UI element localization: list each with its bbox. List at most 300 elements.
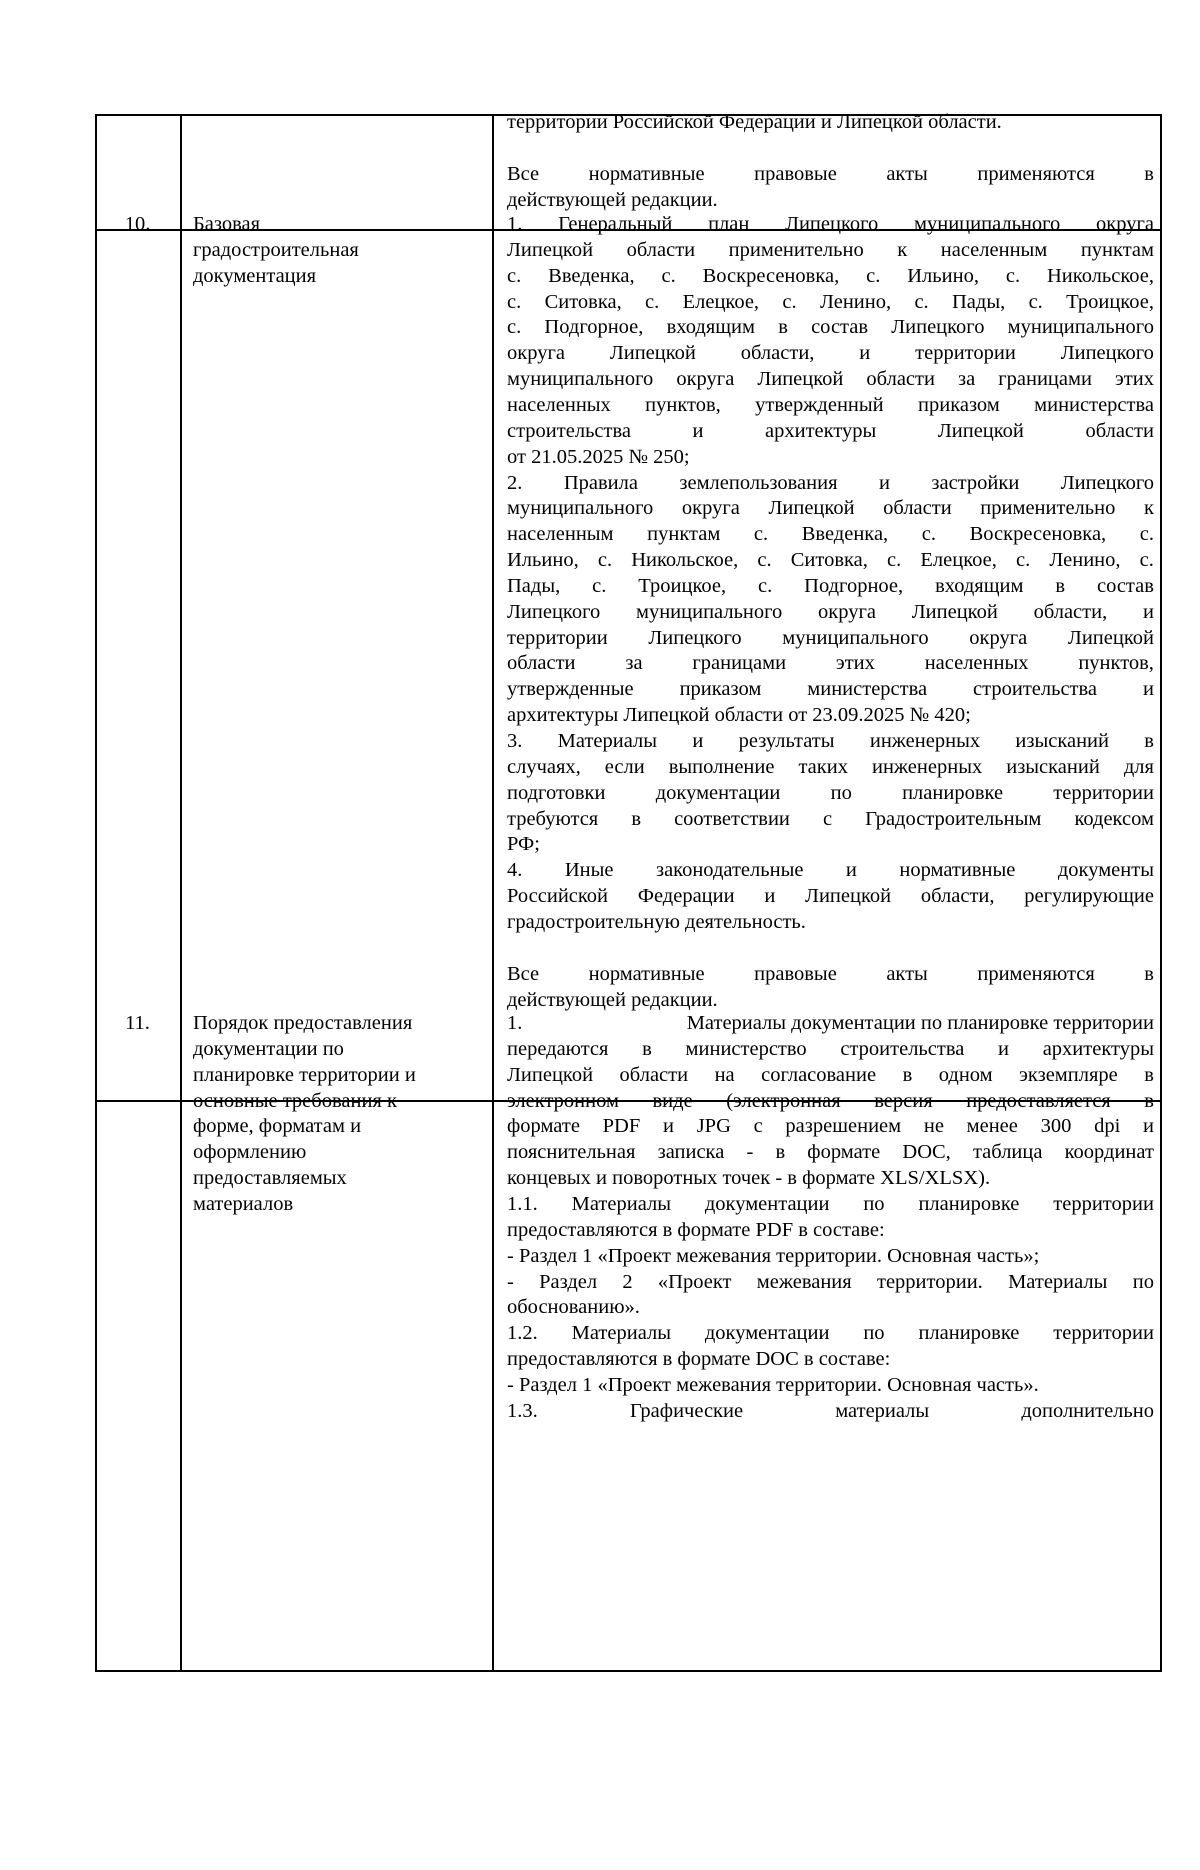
content-word: координат — [1064, 1141, 1154, 1164]
content-word: DOC, — [902, 1141, 951, 1164]
content-word: с. — [1139, 549, 1154, 572]
content-word: с. — [914, 290, 929, 313]
content-word: - — [507, 1270, 514, 1293]
content-line — [507, 160, 1154, 188]
content-line — [507, 520, 1154, 548]
content-word: если — [604, 755, 645, 778]
content-line — [507, 1112, 1154, 1140]
content-word: с. — [1005, 264, 1021, 287]
content-word: в — [1055, 574, 1066, 597]
content-line — [507, 1138, 1154, 1166]
content-word: формате — [507, 1115, 580, 1138]
content-word: формате — [807, 1141, 881, 1164]
content-word: министерства — [1034, 393, 1154, 416]
content-word: пунктов, — [645, 393, 721, 416]
content-word: требуются — [507, 807, 599, 830]
content-word: правовые — [754, 162, 837, 185]
content-word: и — [692, 730, 704, 752]
content-line — [507, 1190, 1154, 1218]
content-word: области — [883, 497, 952, 520]
content-word: Липецкой — [609, 342, 696, 365]
table-border-col-2 — [492, 114, 494, 1671]
content-word: в — [631, 807, 641, 830]
content-word: Материалы — [1008, 1270, 1108, 1293]
table-border-bottom — [95, 1670, 1162, 1672]
row-title-line: документация — [193, 264, 317, 287]
content-word: приказом — [679, 678, 762, 701]
content-line: обоснованию». — [507, 1296, 640, 1319]
content-word: документации — [704, 1192, 830, 1215]
content-word: населенным — [940, 238, 1048, 261]
content-word: материалы — [835, 1399, 930, 1422]
content-word: Пады, — [507, 574, 561, 597]
content-line — [507, 210, 1154, 238]
content-line: концевых и поворотных точек - в формате XLS/XLSX). — [507, 1167, 991, 1190]
content-word: с. — [887, 549, 902, 572]
content-word: округа — [969, 626, 1028, 649]
content-word: населенных — [507, 393, 611, 416]
content-word: и — [998, 1037, 1010, 1060]
content-word: и — [1142, 600, 1154, 623]
content-word: план — [708, 213, 750, 235]
content-word: с. — [757, 549, 772, 572]
content-word: населенным — [507, 523, 614, 546]
content-word: Ленино, — [1049, 549, 1121, 572]
content-line — [507, 494, 1154, 522]
content-word: входящим — [935, 574, 1024, 597]
content-word: Липецкого — [1060, 342, 1154, 365]
content-word: муниципального — [507, 368, 654, 391]
content-word: в — [778, 316, 788, 339]
content-word: 1.3. — [507, 1399, 538, 1422]
content-word: Генеральный — [558, 213, 673, 235]
content-word: 1.1. — [507, 1192, 538, 1215]
content-line — [507, 1397, 1154, 1425]
content-word: 1. — [507, 1012, 523, 1034]
content-word: нормативные — [588, 962, 705, 985]
content-word: в — [902, 1063, 913, 1086]
content-word: с. — [758, 574, 773, 597]
content-word: Подгорное, — [804, 574, 904, 597]
content-word: Раздел — [539, 1270, 598, 1293]
content-word: Липецкого — [648, 626, 742, 649]
content-word: Российской — [507, 885, 609, 908]
content-line: действующей редакции. — [507, 988, 718, 1011]
content-word: этих — [1114, 368, 1154, 391]
content-line — [507, 675, 1154, 703]
row-title-line: Порядок предоставления — [193, 1012, 413, 1034]
content-word: кодексом — [1074, 807, 1154, 830]
content-word: министерство — [685, 1037, 807, 1060]
content-word: Все — [507, 962, 540, 985]
content-word: соответствии — [674, 807, 790, 830]
content-word: и — [692, 419, 704, 442]
content-word: применительно — [728, 238, 864, 261]
content-word: в — [642, 1037, 652, 1060]
content-word: по — [830, 781, 852, 804]
content-word: записка — [657, 1141, 725, 1164]
content-line — [507, 1087, 1154, 1115]
content-word: Материалы — [557, 730, 658, 752]
content-word: Иные — [564, 859, 614, 882]
content-word: с. — [866, 264, 881, 287]
content-line — [507, 727, 1154, 755]
content-word: состав — [1096, 574, 1154, 597]
content-word: Все — [507, 162, 540, 185]
content-word: предоставляется — [966, 1089, 1111, 1112]
content-word: муниципального — [914, 213, 1061, 235]
content-word: Графические — [629, 1399, 744, 1422]
content-word: Липецкого — [1060, 471, 1154, 494]
content-word: для — [1123, 755, 1154, 778]
content-word: 300 — [1040, 1115, 1072, 1138]
content-word: и — [1142, 678, 1154, 701]
content-word: на — [714, 1063, 735, 1086]
content-word: PDF — [602, 1115, 641, 1138]
content-line: РФ; — [507, 833, 540, 856]
content-word: архитектуры — [765, 419, 877, 442]
content-word: Липецкой — [768, 497, 855, 520]
content-word: результаты — [738, 730, 835, 752]
content-word: по — [1132, 1270, 1154, 1293]
content-word: документации — [655, 781, 781, 804]
content-word: и — [1143, 1115, 1154, 1138]
content-word: Пады, — [952, 290, 1006, 313]
content-word: Федерации — [637, 885, 735, 908]
content-line — [507, 753, 1154, 781]
content-word: Ситовка, — [544, 290, 622, 313]
content-word: с. — [1139, 523, 1154, 546]
content-line — [507, 236, 1154, 264]
content-word: по — [863, 1322, 885, 1345]
content-word: округа — [681, 497, 740, 520]
content-word: пунктам — [1080, 238, 1154, 261]
content-word: области, — [1033, 600, 1108, 623]
content-word: Липецкого — [507, 600, 601, 623]
content-line: предоставляются в формате DOC в составе: — [507, 1348, 891, 1371]
content-word: этих — [835, 652, 875, 675]
content-word: территории — [1053, 1322, 1154, 1345]
content-word: Градостроительным — [865, 807, 1042, 830]
content-line — [507, 598, 1154, 626]
content-word: версия — [874, 1089, 933, 1112]
content-word: применяются — [977, 162, 1095, 185]
content-word: архитектуры — [1042, 1037, 1154, 1060]
content-word: Ситовка, — [790, 549, 868, 572]
content-line — [507, 856, 1154, 884]
content-word: акты — [886, 962, 928, 985]
content-word: планировке — [902, 781, 1004, 804]
content-word: к — [897, 238, 908, 261]
content-word: планировке — [918, 1322, 1020, 1345]
content-word: с. — [507, 290, 522, 313]
content-word: с. — [507, 264, 522, 287]
content-word: и — [845, 859, 857, 882]
content-line — [507, 1061, 1154, 1089]
content-word: территории — [1053, 781, 1154, 804]
content-word: области — [619, 1063, 689, 1086]
content-line — [507, 1009, 1154, 1037]
content-word: нормативные — [588, 162, 705, 185]
content-word: таблица — [972, 1141, 1043, 1164]
content-word: не — [923, 1115, 944, 1138]
content-line: территории Российской Федерации и Липецкой области. — [507, 111, 1002, 133]
content-line — [507, 262, 1154, 290]
content-word: Воскресеновка, — [969, 523, 1107, 546]
content-word: и — [662, 1115, 674, 1138]
content-word: муниципального — [507, 497, 654, 520]
content-word: 1.2. — [507, 1322, 538, 1345]
row-title-line: оформлению — [193, 1141, 307, 1164]
content-word: территории — [507, 626, 608, 649]
content-line: действующей редакции. — [507, 188, 718, 211]
content-word: границами — [692, 652, 787, 675]
content-word: Липецкого — [785, 213, 879, 235]
content-word: выполнение — [668, 755, 775, 778]
content-word: в — [1144, 162, 1154, 185]
content-word: 2 — [622, 1270, 633, 1293]
content-word: изысканий — [1006, 755, 1100, 778]
content-word: Правила — [563, 471, 638, 494]
content-word: JPG — [696, 1115, 731, 1138]
row-title-line: градостроительная — [193, 238, 359, 261]
content-word: пояснительная — [507, 1141, 636, 1164]
content-word: территории — [1053, 1192, 1154, 1215]
content-word: нормативные — [899, 859, 1016, 882]
content-word: 4. — [507, 859, 523, 882]
content-word: Липецкой — [1067, 626, 1154, 649]
content-word: регулирующие — [1024, 885, 1154, 908]
content-word: экземпляре — [1019, 1063, 1118, 1086]
content-word: Липецкой — [937, 419, 1024, 442]
content-word: с. — [753, 523, 769, 546]
content-word: dpi — [1094, 1115, 1121, 1138]
content-word: виде — [652, 1089, 693, 1112]
content-word: с. — [661, 264, 676, 287]
content-line: архитектуры Липецкой области от 23.09.2025 № 420; — [507, 704, 971, 727]
content-word: с — [753, 1115, 763, 1138]
content-word: строительства — [840, 1037, 965, 1060]
content-word: применяются — [977, 962, 1095, 985]
content-word: входящим — [666, 316, 756, 339]
content-word: дополнительно — [1021, 1399, 1154, 1422]
content-word: Троицкое, — [1066, 290, 1154, 313]
content-word: области, — [740, 342, 815, 365]
content-word: и — [878, 471, 890, 494]
content-word: Никольское, — [1047, 264, 1154, 287]
content-word: округа — [676, 368, 735, 391]
content-line — [507, 391, 1154, 419]
content-word: «Проект — [657, 1270, 732, 1293]
content-line — [507, 624, 1154, 652]
content-word: 1. — [507, 213, 523, 235]
content-word: Материалы — [571, 1192, 671, 1215]
content-word: Елецкое, — [682, 290, 760, 313]
content-word: за — [957, 368, 976, 391]
content-word: Подгорное, — [544, 316, 644, 339]
content-word: к — [1143, 497, 1154, 520]
content-line — [507, 469, 1154, 497]
content-word: в — [1144, 1063, 1154, 1086]
content-word: Ленино, — [819, 290, 892, 313]
content-word: Ильино, — [907, 264, 979, 287]
content-line — [507, 1268, 1154, 1296]
content-line — [507, 313, 1154, 341]
content-word: Никольское, — [631, 549, 739, 572]
content-word: пунктов, — [1078, 652, 1154, 675]
content-line — [507, 546, 1154, 574]
content-word: округа — [1096, 213, 1154, 235]
content-word: передаются — [507, 1037, 609, 1060]
content-word: с. — [1016, 549, 1031, 572]
content-word: приказом — [918, 393, 1000, 416]
content-word: случаях, — [507, 755, 581, 778]
content-word: Введенка, — [548, 264, 635, 287]
content-word: с. — [592, 574, 607, 597]
content-word: согласование — [761, 1063, 877, 1086]
row-title-line: материалов — [193, 1192, 294, 1215]
content-word: Троицкое, — [638, 574, 727, 597]
content-word: в — [775, 1141, 786, 1164]
content-word: Материалы документации по планировке территории — [686, 1012, 1154, 1034]
content-word: Липецкой — [507, 1063, 594, 1086]
content-word: документации — [704, 1322, 830, 1345]
content-word: муниципального — [1007, 316, 1154, 339]
content-line — [507, 805, 1154, 833]
content-word: 2. — [507, 471, 523, 494]
content-line: градостроительную деятельность. — [507, 910, 806, 933]
content-word: в — [1144, 1089, 1154, 1112]
row-title-line: предоставляемых — [193, 1167, 347, 1190]
table-border-left — [95, 114, 97, 1671]
content-word: населенных — [924, 652, 1029, 675]
content-line: - Раздел 1 «Проект межевания территории. Основная часть»; — [507, 1244, 1040, 1267]
content-line — [507, 339, 1154, 367]
content-word: с — [822, 807, 833, 830]
content-word: одном — [938, 1063, 993, 1086]
content-word: области — [1085, 419, 1154, 442]
content-word: землепользования — [679, 471, 838, 494]
content-word: с. — [782, 290, 797, 313]
content-word: с. — [507, 316, 522, 339]
content-word: округа — [818, 600, 876, 623]
row-number: 10. — [124, 213, 151, 235]
content-line: предоставляются в формате PDF в составе: — [507, 1218, 885, 1241]
content-line — [507, 417, 1154, 445]
content-word: застройки — [931, 471, 1020, 494]
content-word: инженерных — [871, 755, 983, 778]
content-word: менее — [966, 1115, 1018, 1138]
content-word: акты — [886, 162, 928, 185]
content-word: в — [1144, 962, 1154, 985]
row-number: 11. — [125, 1012, 150, 1034]
content-word: - — [746, 1141, 754, 1164]
content-word: инженерных — [869, 730, 981, 752]
content-word: с. — [921, 523, 936, 546]
content-word: за — [625, 652, 643, 675]
content-word: планировке — [918, 1192, 1020, 1215]
content-line — [507, 365, 1154, 393]
content-word: в — [1144, 730, 1154, 752]
content-word: Елецкое, — [920, 549, 997, 572]
content-word: Липецкой — [757, 368, 844, 391]
row-title-line: форме, форматам и — [193, 1115, 362, 1138]
content-word: муниципального — [635, 600, 783, 623]
content-word: министерства — [807, 678, 928, 701]
content-line — [507, 1319, 1154, 1347]
content-line — [507, 1035, 1154, 1063]
content-word: области — [626, 238, 696, 261]
content-word: округа — [507, 342, 565, 365]
content-word: области, — [920, 885, 995, 908]
content-word: состав — [811, 316, 869, 339]
content-word: области — [866, 368, 935, 391]
content-word: Липецкого — [891, 316, 985, 339]
table-border-right — [1160, 114, 1162, 1671]
content-word: утвержденный — [755, 393, 884, 416]
content-line — [507, 960, 1154, 988]
content-word: таких — [798, 755, 848, 778]
content-word: с. — [597, 549, 613, 572]
content-word: с. — [645, 290, 660, 313]
content-word: пунктам — [647, 523, 721, 546]
content-word: строительства — [507, 419, 631, 442]
content-word: применительно — [980, 497, 1116, 520]
content-word: Материалы — [571, 1322, 671, 1345]
table-border-col-1 — [180, 114, 182, 1671]
content-word: территории — [915, 342, 1016, 365]
content-line — [507, 288, 1154, 316]
content-word: 3. — [507, 730, 523, 752]
content-line: - Раздел 1 «Проект межевания территории. Основная часть». — [507, 1373, 1039, 1396]
content-word: межевания — [756, 1270, 852, 1293]
row-title-line: основные требования к — [193, 1089, 397, 1112]
content-word: электронном — [507, 1089, 619, 1112]
content-word: и — [859, 342, 871, 365]
content-line: от 21.05.2025 № 250; — [507, 445, 690, 468]
row-title-line: Базовая — [193, 213, 261, 235]
content-word: по — [863, 1192, 885, 1215]
content-word: Липецкой — [805, 885, 892, 908]
content-word: Ильино, — [507, 549, 579, 572]
content-word: правовые — [754, 962, 837, 985]
content-line — [507, 572, 1154, 600]
content-word: Воскресеновка, — [702, 264, 840, 287]
content-word: законодательные — [655, 859, 804, 882]
content-line — [507, 882, 1154, 910]
content-line — [507, 779, 1154, 807]
content-word: утвержденные — [507, 678, 634, 701]
content-line — [507, 649, 1154, 677]
content-word: разрешением — [785, 1115, 902, 1138]
content-word: муниципального — [782, 626, 929, 649]
content-word: с. — [1028, 290, 1043, 313]
content-word: изысканий — [1015, 730, 1109, 752]
content-word: границами — [998, 368, 1092, 391]
row-title-line: документации по — [193, 1037, 344, 1060]
content-word: Введенка, — [801, 523, 889, 546]
content-word: области — [507, 652, 576, 675]
content-word: подготовки — [507, 781, 606, 804]
content-word: (электронная — [726, 1089, 841, 1112]
content-word: строительства — [973, 678, 1098, 701]
content-word: и — [764, 885, 776, 908]
content-word: документы — [1057, 859, 1154, 882]
content-word: территории. — [877, 1270, 983, 1293]
content-word: Липецкой — [911, 600, 998, 623]
content-word: Липецкой — [507, 238, 594, 261]
row-title-line: планировке территории и — [193, 1063, 416, 1086]
